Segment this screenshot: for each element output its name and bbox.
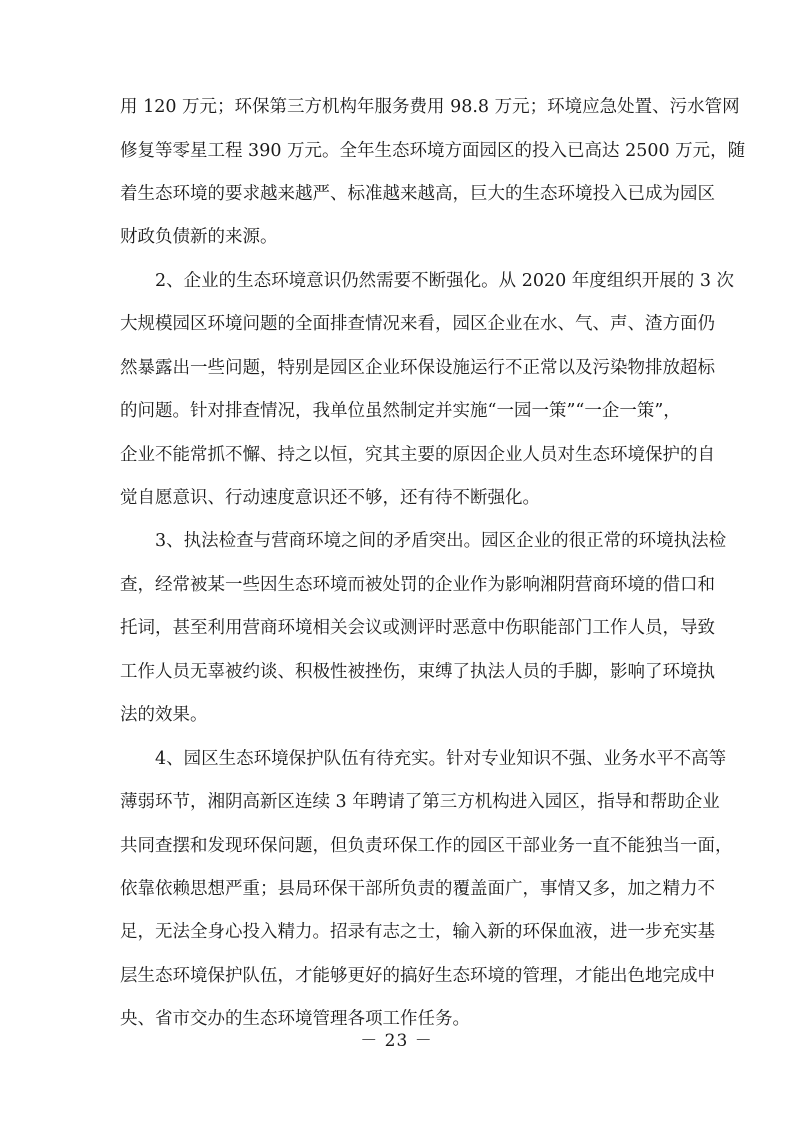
paragraph-3-line-1: 3、执法检查与营商环境之间的矛盾突出。园区企业的很正常的环境执法检 [155, 531, 727, 551]
paragraph-3-line-5: 法的效果。 [120, 705, 208, 725]
paragraph-1-line-2: 修复等零星工程 390 万元。全年生态环境方面园区的投入已高达 2500 万元，随 [120, 141, 746, 161]
paragraph-2-line-6: 觉自愿意识、行动速度意识还不够，还有待不断强化。 [120, 488, 540, 508]
paragraph-2-line-2: 大规模园区环境问题的全面排查情况来看，园区企业在水、气、声、渣方面仍 [120, 314, 715, 334]
paragraph-2-line-5: 企业不能常抓不懈、持之以恒，究其主要的原因企业人员对生态环境保护的自 [120, 445, 715, 465]
paragraph-2-line-3: 然暴露出一些问题，特别是园区企业环保设施运行不正常以及污染物排放超标 [120, 358, 715, 378]
paragraph-2-line-1: 2、企业的生态环境意识仍然需要不断强化。从 2020 年度组织开展的 3 次 [155, 271, 735, 291]
paragraph-3-line-3: 托词，甚至利用营商环境相关会议或测评时恶意中伤职能部门工作人员，导致 [120, 618, 715, 638]
paragraph-3-line-2: 查，经常被某一些因生态环境而被处罚的企业作为影响湘阴营商环境的借口和 [120, 575, 715, 595]
paragraph-1-line-4: 财政负债新的来源。 [120, 227, 278, 247]
paragraph-4-line-6: 层生态环境保护队伍，才能够更好的搞好生态环境的管理，才能出色地完成中 [120, 966, 715, 986]
paragraph-4-line-4: 依靠依赖思想严重；县局环保干部所负责的覆盖面广，事情又多，加之精力不 [120, 879, 715, 899]
paragraph-4-line-5: 足，无法全身心投入精力。招录有志之士，输入新的环保血液，进一步充实基 [120, 922, 715, 942]
paragraph-2-line-4: 的问题。针对排查情况，我单位虽然制定并实施“一园一策”“一企一策”， [120, 401, 681, 421]
paragraph-4-line-2: 薄弱环节，湘阴高新区连续 3 年聘请了第三方机构进入园区，指导和帮助企业 [120, 792, 720, 812]
paragraph-4-line-3: 共同查摆和发现环保问题，但负责环保工作的园区干部业务一直不能独当一面， [120, 836, 733, 856]
page-number: － 23 － [360, 1031, 433, 1051]
paragraph-4-line-1: 4、园区生态环境保护队伍有待充实。针对专业知识不强、业务水平不高等 [155, 749, 727, 769]
paragraph-4-line-7: 央、省市交办的生态环境管理各项工作任务。 [120, 1009, 470, 1029]
paragraph-3-line-4: 工作人员无辜被约谈、积极性被挫伤，束缚了执法人员的手脚，影响了环境执 [120, 662, 715, 682]
paragraph-1-line-1: 用 120 万元；环保第三方机构年服务费用 98.8 万元；环境应急处置、污水管网 [120, 97, 740, 117]
paragraph-1-line-3: 着生态环境的要求越来越严、标准越来越高，巨大的生态环境投入已成为园区 [120, 184, 715, 204]
